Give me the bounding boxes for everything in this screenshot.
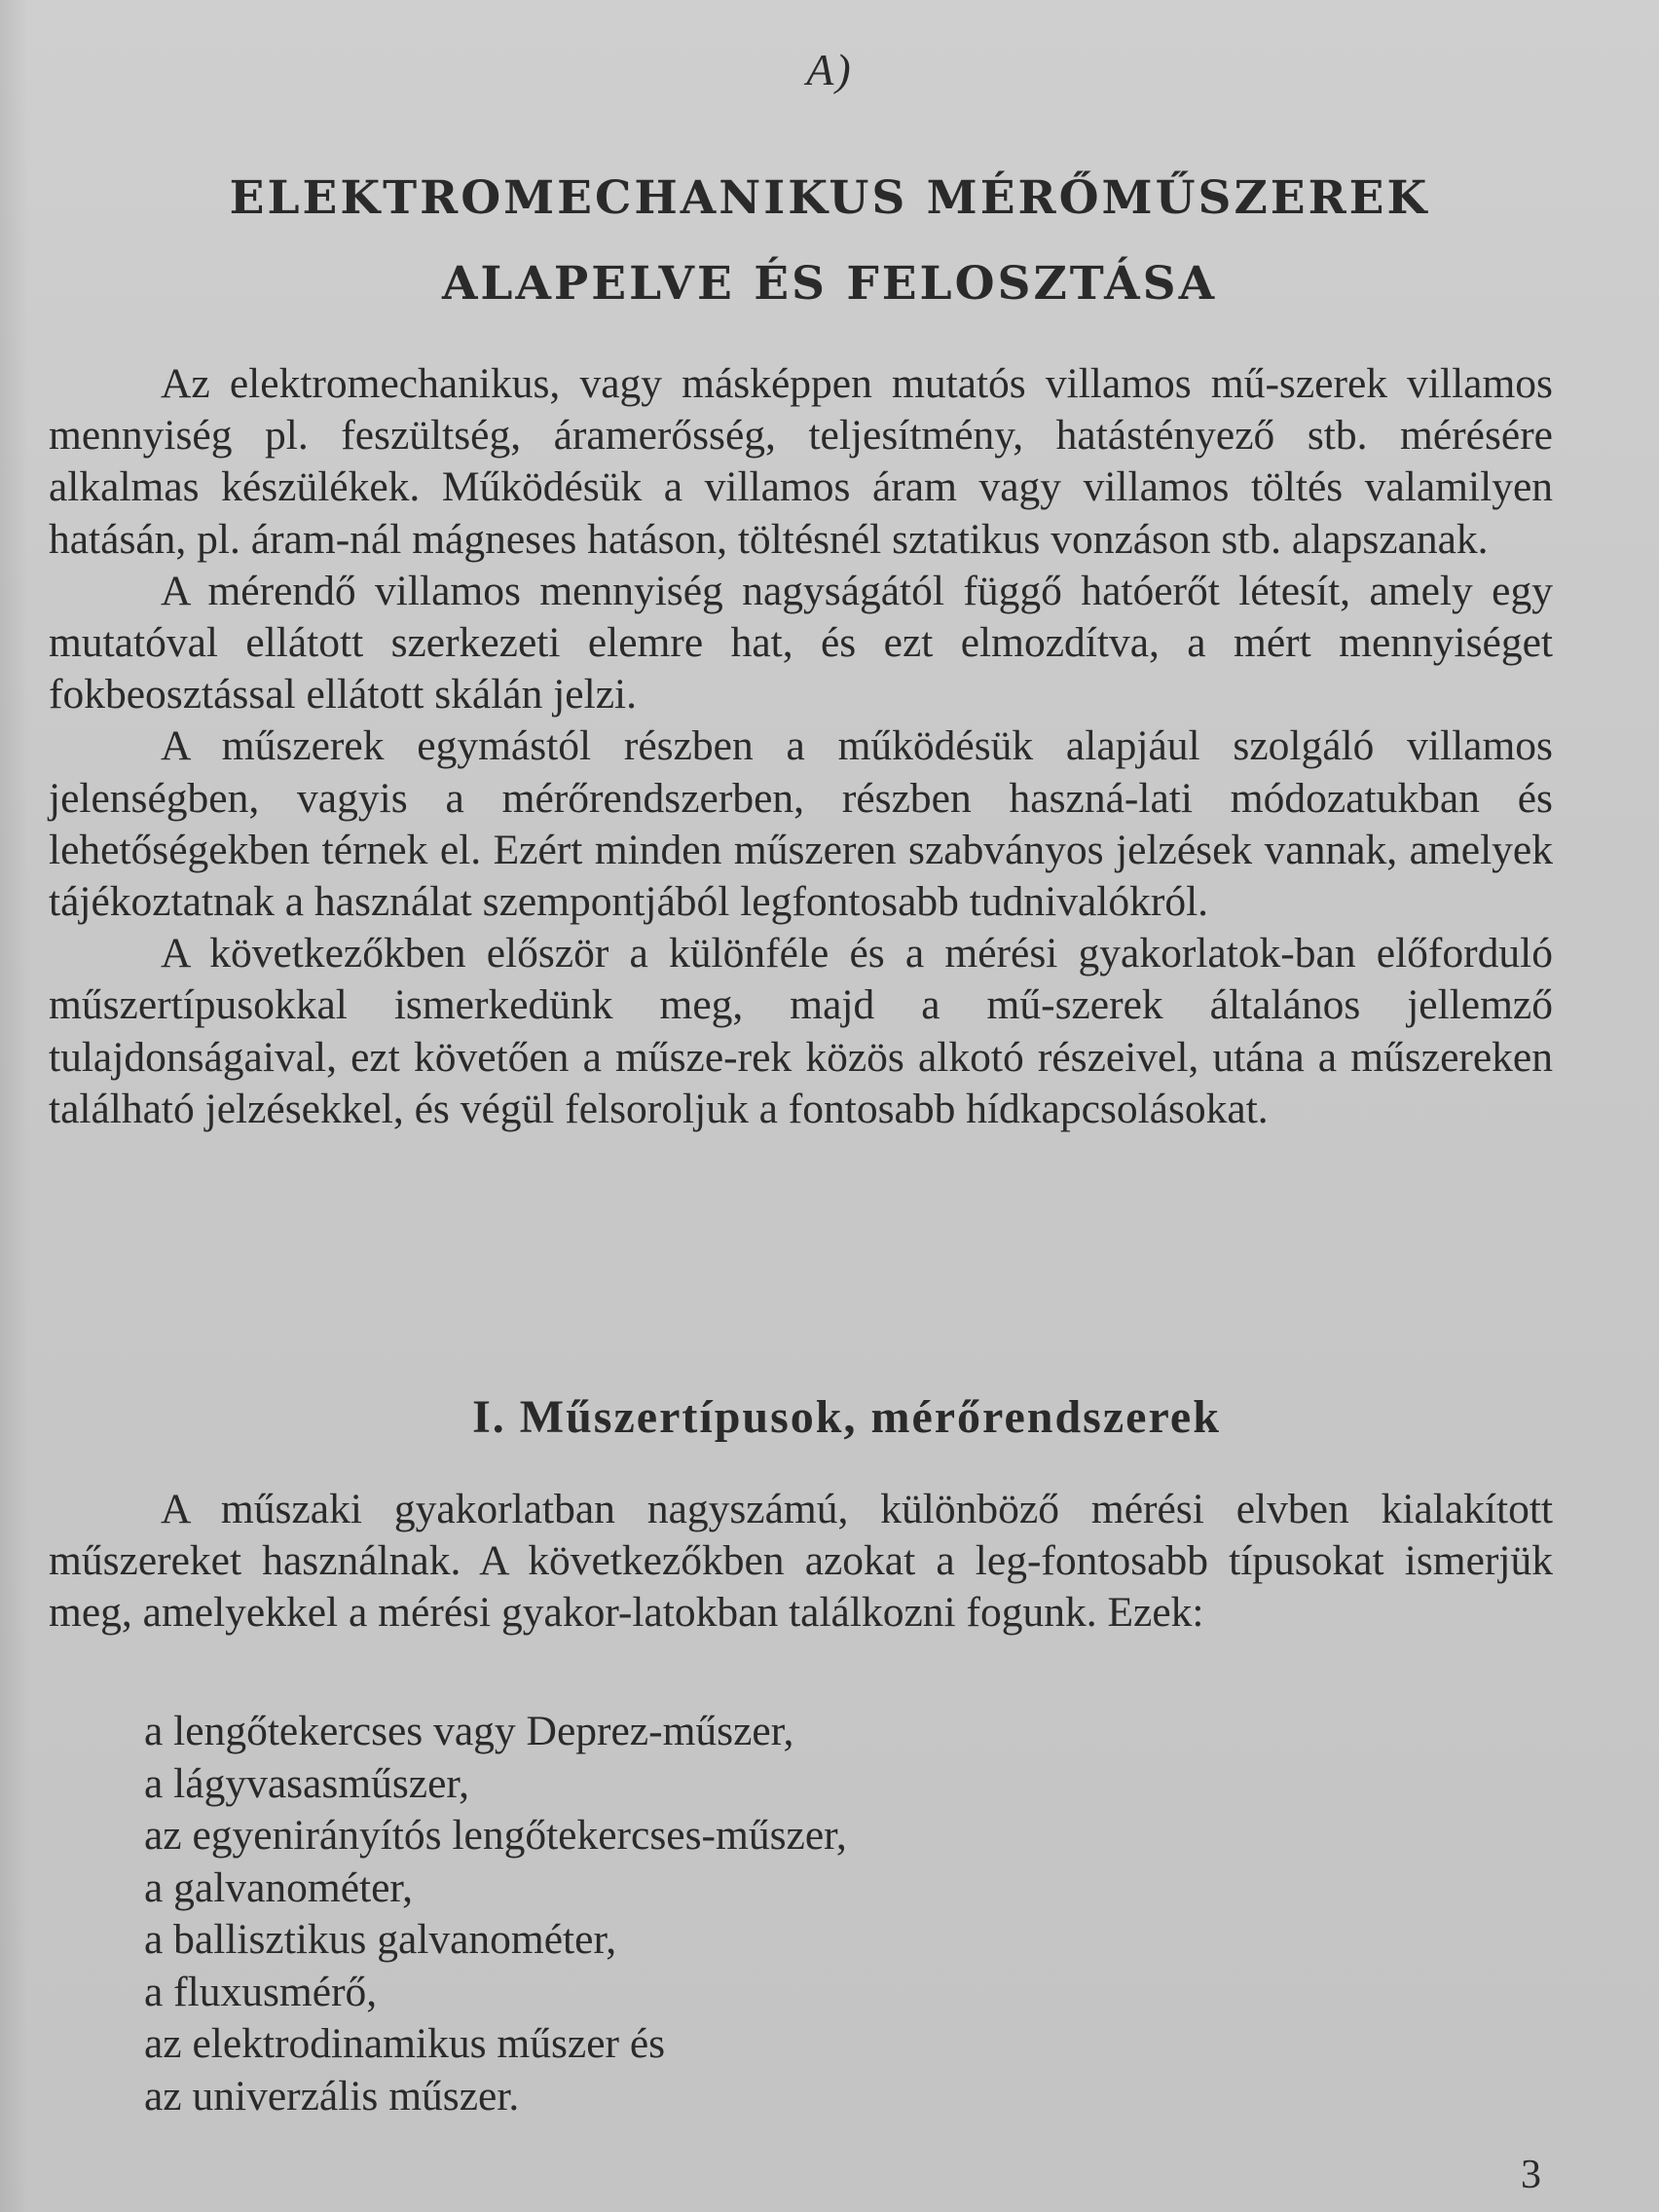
instrument-type-list <box>144 1706 847 2122</box>
intro-paragraph: A következőkben először a különféle és a mérési gyakorlatok-ban előforduló műszertípusokkal ismerkedünk meg, majd a mű-szerek általános jellemző tulajdonságaival, ezt követően a műsze-rek közös alkotó részeivel, utána a műszereken található jelzésekkel, és végül felsoroljuk a fontosabb hídkapcsolásokat. <box>49 930 1553 1132</box>
chapter-marker: A) <box>806 45 853 94</box>
section-heading: I. Műszertípusok, mérőrendszerek <box>472 1391 1221 1443</box>
list-item: a galvanométer, <box>144 1863 414 1911</box>
intro-paragraph: A műszerek egymástól részben a működésük alapjául szolgáló villamos jelenségben, vagyis a mérőrendszerben, részben haszná-lati módozatukban és lehetőségekben térnek el. Ezért minden műszeren szabványos jelzések vannak, amelyek tájékoztatnak a használat szempontjából legfontosabb tudnivalókról. <box>49 722 1553 926</box>
section-text <box>49 1484 1553 1640</box>
section-paragraph: A műszaki gyakorlatban nagyszámú, különböző mérési elvben kialakított műszereket használnak. A következőkben azokat a leg-fontosabb típusokat ismerjük meg, amelyekkel a mérési gyakor-latokban találkozni fogunk. Ezek: <box>49 1486 1553 1637</box>
intro-paragraph: Az elektromechanikus, vagy másképpen mutatós villamos mű-szerek villamos mennyiség pl. feszültség, áramerősség, teljesítmény, hatástényező stb. mérésére alkalmas készülékek. Működésük a villamos áram vagy villamos töltés valamilyen hatásán, pl. áram-nál mágneses hatáson, töltésnél sztatikus vonzáson stb. alapszanak. <box>49 360 1553 563</box>
list-item: a ballisztikus galvanométer, <box>144 1916 617 1963</box>
list-item: az egyenirányítós lengőtekercses-műszer, <box>144 1812 847 1859</box>
chapter-title-line-2: ALAPELVE ÉS FELOSZTÁSA <box>441 257 1218 311</box>
list-item: a lengőtekercses vagy Deprez-műszer, <box>144 1708 794 1754</box>
intro-paragraph: A mérendő villamos mennyiség nagyságától függő hatóerőt létesít, amely egy mutatóval ellátott szerkezeti elemre hat, és ezt elmozdítva, a mért mennyiséget fokbeosztással ellátott skálán jelzi. <box>49 567 1553 719</box>
page-edge-shadow <box>0 0 29 2212</box>
chapter-title-line-1: ELEKTROMECHANIKUS MÉRŐMŰSZEREK <box>229 171 1430 225</box>
list-item: a fluxusmérő, <box>144 1968 378 2015</box>
intro-text <box>49 358 1553 1135</box>
list-item: az univerzális műszer. <box>144 2072 520 2120</box>
list-item: a lágyvasasműszer, <box>144 1759 470 1807</box>
page-number: 3 <box>1521 2153 1541 2197</box>
chapter-title <box>0 156 1659 327</box>
list-item: az elektrodinamikus műszer és <box>144 2020 666 2067</box>
